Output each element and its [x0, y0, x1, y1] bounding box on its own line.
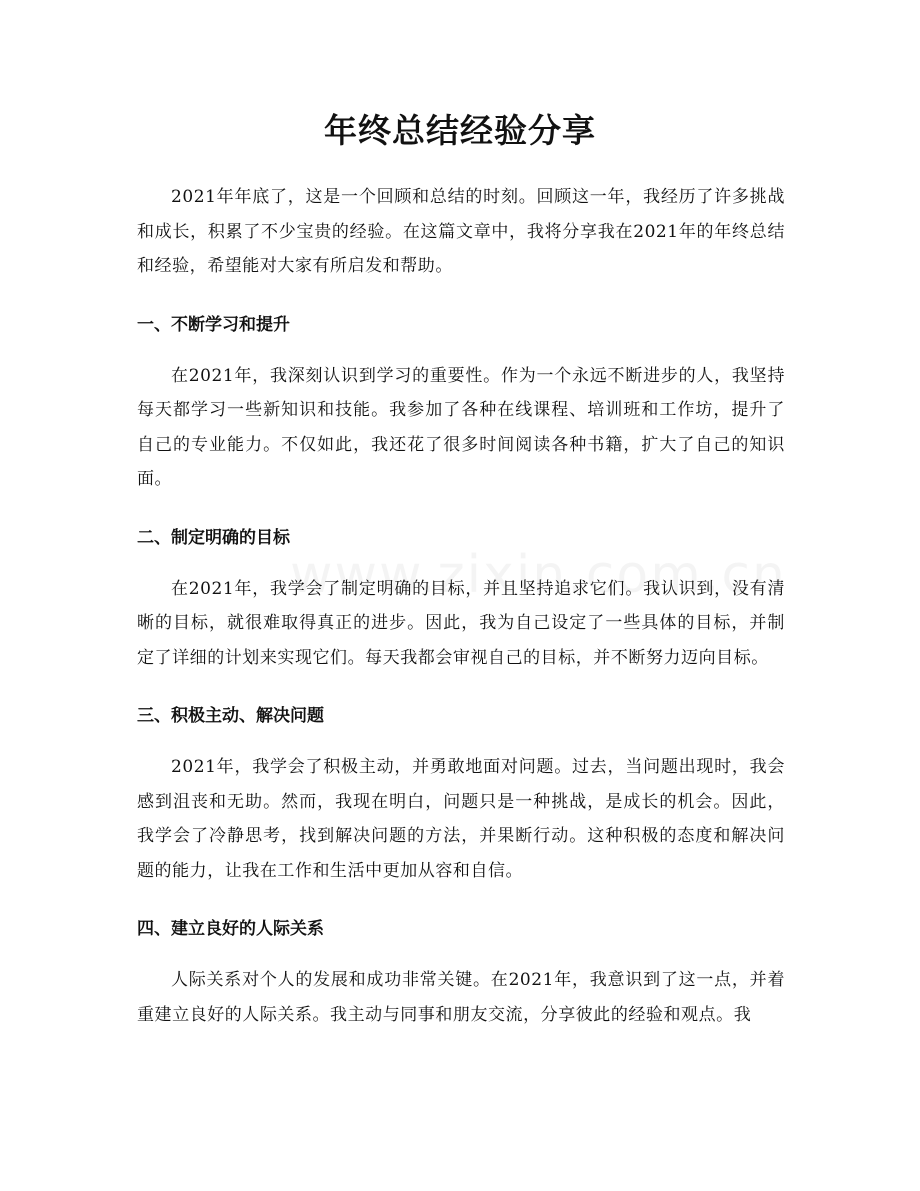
- section-body-4: 人际关系对个人的发展和成功非常关键。在2021年，我意识到了这一点，并着重建立良好的人际关系。我主动与同事和朋友交流，分享彼此的经验和观点。我: [137, 970, 785, 1025]
- section-body-3: 2021年，我学会了积极主动，并勇敢地面对问题。过去，当问题出现时，我会感到沮丧和无助。然而，我现在明白，问题只是一种挑战，是成长的机会。因此，我学会了冷静思考，找到解决问题的方法，并果断行动。这种积极的态度和解决问题的能力，让我在工作和生活中更加从容和自信。: [137, 757, 785, 881]
- section-heading-2: 二、制定明确的目标: [137, 527, 290, 548]
- section-heading-4: 四、建立良好的人际关系: [137, 919, 324, 939]
- document-body: [137, 180, 785, 1032]
- page-title: 年终总结经验分享: [324, 111, 596, 150]
- section-body-2: 在2021年，我学会了制定明确的目标，并且坚持追求它们。我认识到，没有清晰的目标，就很难取得真正的进步。因此，我为自己设定了一些具体的目标，并制定了详细的计划来实现它们。每天我都会审视自己的目标，并不断努力迈向目标。: [137, 578, 785, 668]
- section-heading-1: 一、不断学习和提升: [137, 314, 290, 335]
- intro-paragraph: 2021年年底了，这是一个回顾和总结的时刻。回顾这一年，我经历了许多挑战和成长，积累了不少宝贵的经验。在这篇文章中，我将分享我在2021年的年终总结和经验，希望能对大家有所启发和帮助。: [137, 187, 785, 276]
- section-heading-3: 三、积极主动、解决问题: [137, 706, 324, 726]
- section-body-1: 在2021年，我深刻认识到学习的重要性。作为一个永远不断进步的人，我坚持每天都学习一些新知识和技能。我参加了各种在线课程、培训班和工作坊，提升了自己的专业能力。不仅如此，我还花了很多时间阅读各种书籍，扩大了自己的知识面。: [137, 365, 785, 489]
